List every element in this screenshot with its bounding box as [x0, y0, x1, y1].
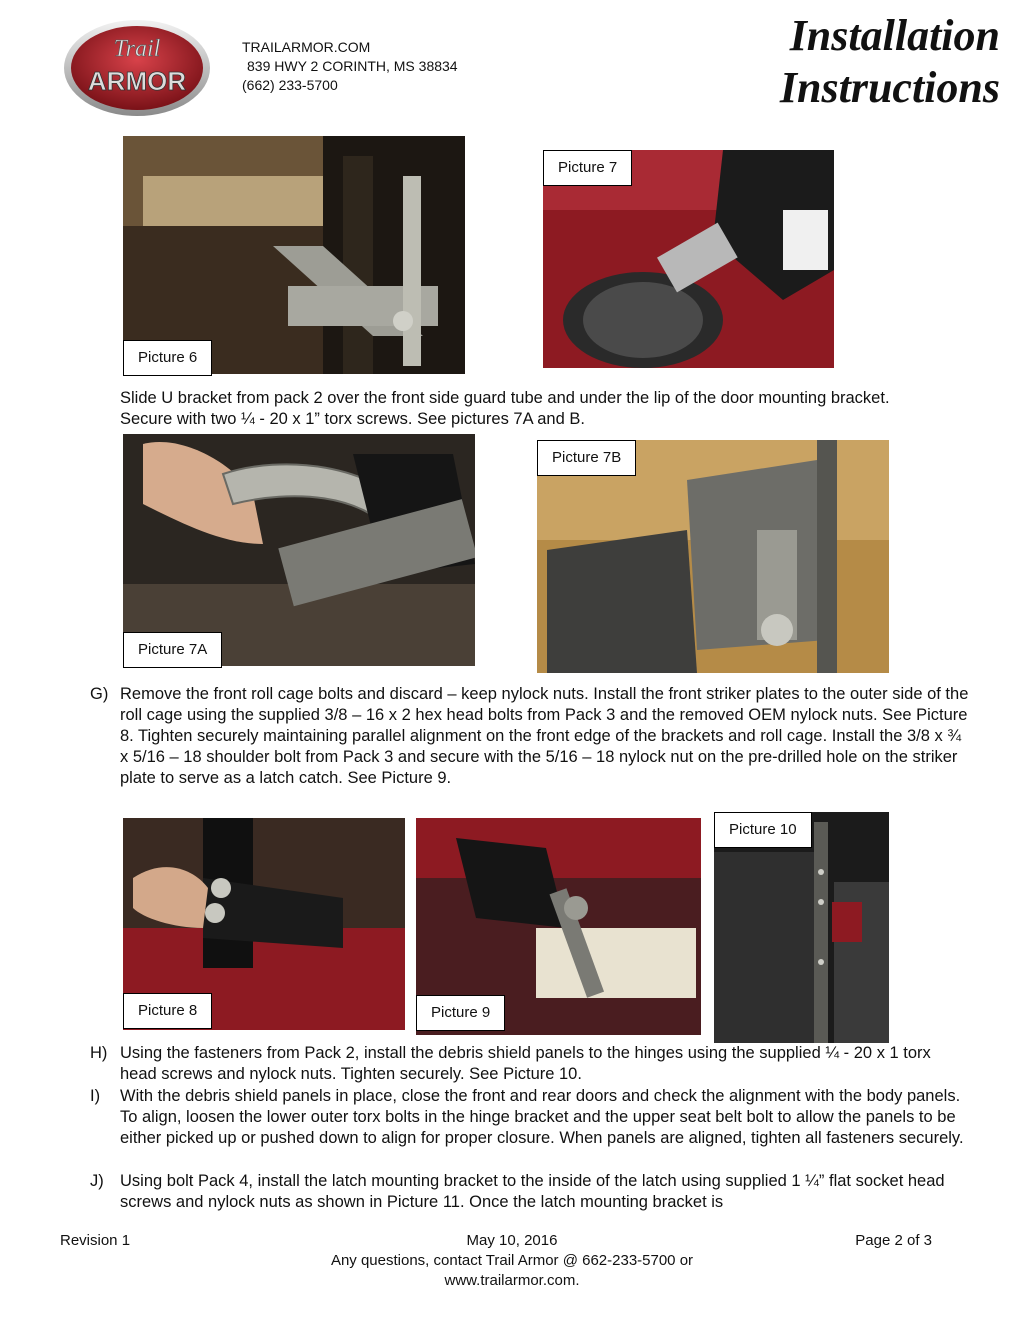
svg-text:Trail: Trail: [113, 36, 161, 62]
footer-date: May 10, 2016: [466, 1232, 558, 1249]
document-title: [780, 10, 1000, 114]
step-g-label: G): [90, 685, 109, 703]
company-info: [242, 38, 458, 95]
title-line-2: Instructions: [779, 63, 1000, 112]
picture-6-caption: Picture 6: [123, 340, 212, 376]
picture-6-photo: [123, 136, 465, 374]
footer-revision: Revision 1: [60, 1232, 131, 1249]
step-h-label: H): [90, 1044, 108, 1062]
step-i-label: I): [90, 1087, 101, 1105]
footer-page-number: Page 2 of 3: [855, 1232, 932, 1249]
picture-9-caption: Picture 9: [416, 995, 505, 1031]
picture-7b-caption: Picture 7B: [537, 440, 636, 476]
company-phone: (662) 233-5700: [242, 77, 338, 93]
company-address: 839 HWY 2 CORINTH, MS 38834: [247, 58, 458, 74]
intro-paragraph: Slide U bracket from pack 2 over the front side guard tube and under the lip of the door mounting bracket. Secure with two ¼ - 20 x 1” torx screws. See pictures 7A and B.: [120, 389, 890, 428]
title-line-1: Installation: [789, 11, 1000, 60]
picture-7a-caption: Picture 7A: [123, 632, 222, 668]
picture-7-caption: Picture 7: [543, 150, 632, 186]
picture-10-caption: Picture 10: [714, 812, 812, 848]
picture-8-caption: Picture 8: [123, 993, 212, 1029]
step-g-text: Remove the front roll cage bolts and discard – keep nylock nuts. Install the front striker plates to the outer side of the roll cage using the supplied 3/8 – 16 x 2 hex head bolts from Pack 3 and the removed OEM nylock nuts. See Picture 8. Tighten securely maintaining parallel alignment on the front edge of the brackets and roll cage. Install the 3/8 x ¾ x 5/16 – 18 shoulder bolt from Pack 3 and secure with the 5/16 – 18 nylock nut on the pre-drilled hole on the striker plate to serve as a latch catch. See Picture 9.: [120, 685, 969, 787]
svg-text:ARMOR: ARMOR: [87, 66, 187, 96]
step-j-label: J): [90, 1172, 104, 1190]
step-i-text: With the debris shield panels in place, close the front and rear doors and check the alignment with the body panels. To align, loosen the lower outer torx bolts in the hinge bracket and the upper seat belt bolt to allow the panels to be either picked up or pushed down to align for proper closure. When panels are aligned, tighten all fasteners securely.: [120, 1087, 964, 1147]
step-j-text: Using bolt Pack 4, install the latch mounting bracket to the inside of the latch using supplied 1 ¼” flat socket head screws and nylock nuts as shown in Picture 11. Once the latch mounting bracket is: [120, 1172, 945, 1211]
footer-contact: Any questions, contact Trail Armor @ 662-233-5700 or: [330, 1252, 694, 1269]
footer-website: www.trailarmor.com.: [444, 1272, 580, 1289]
trail-armor-logo: [62, 18, 212, 118]
step-h-text: Using the fasteners from Pack 2, install the debris shield panels to the hinges using the supplied ¼ - 20 x 1 torx head screws and nylock nuts. Tighten securely. See Picture 10.: [120, 1044, 931, 1083]
company-website: TRAILARMOR.COM: [242, 39, 371, 55]
